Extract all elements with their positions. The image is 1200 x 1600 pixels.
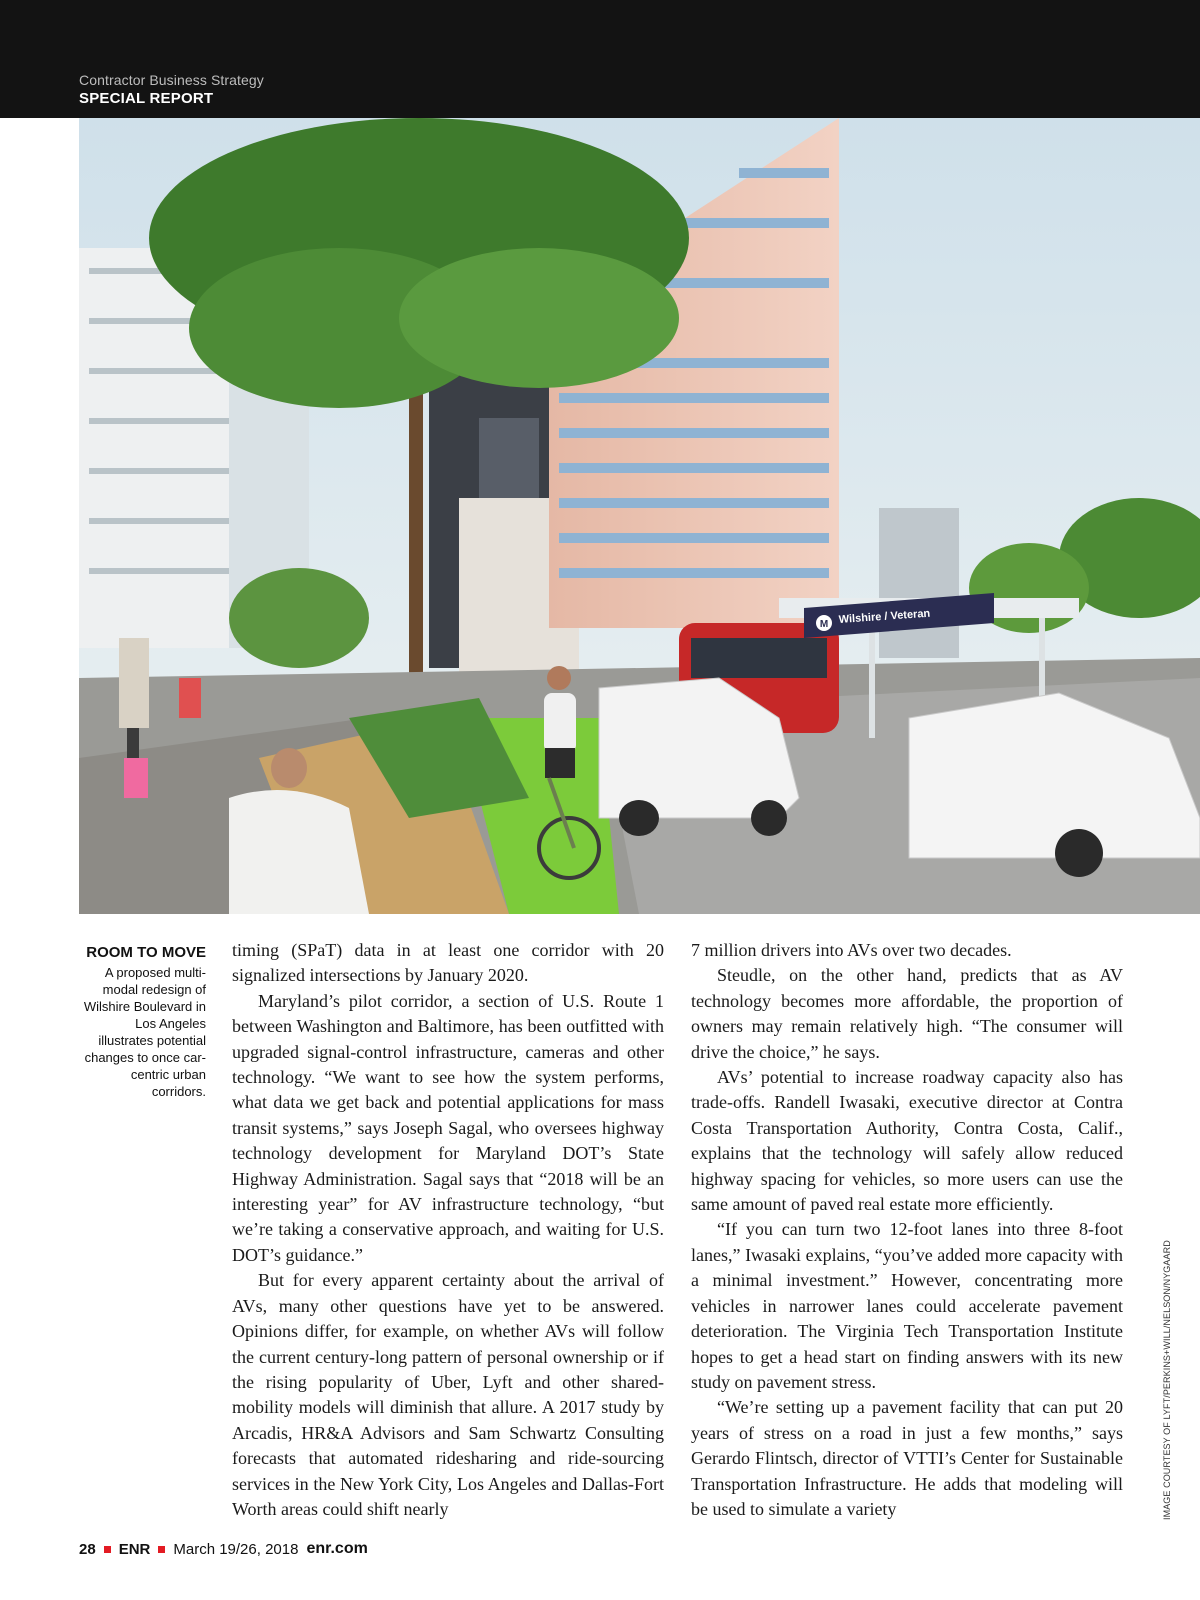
- website-link[interactable]: enr.com: [306, 1540, 368, 1557]
- station-sign: Wilshire / Veteran: [838, 607, 931, 626]
- photo-caption: [79, 944, 206, 1100]
- article-column-2: [691, 938, 1123, 1522]
- paragraph: “We’re setting up a pavement facility that can put 20 years of stress on a road in just a few months,” says Gerardo Flintsch, director of VTTI’s Center for Sustainable Transportation Infrastructure. He adds that modeling will be used to simulate a variety: [691, 1397, 1123, 1519]
- paragraph: timing (SPaT) data in at least one corridor with 20 signalized intersections by January 2020.: [232, 940, 664, 986]
- paragraph: Maryland’s pilot corridor, a section of U.S. Route 1 between Washington and Baltimore, has been outfitted with upgraded signal-control infrastructure, cameras and other technology. “We want to see how the system performs, what data we get back and potential applications for mass transit systems,” says Joseph Sagal, who oversees highway technology development for Maryland DOT’s State Highway Administration. Sagal says that “2018 will be an interesting year” for AV infrastructure technology, “but we’re taking a conservative approach, and waiting for U.S. DOT’s guidance.”: [232, 990, 664, 1265]
- publication-name: ENR: [118, 1540, 151, 1558]
- paragraph: But for every apparent certainty about the arrival of AVs, many other questions have yet to be answered. Opinions differ, for example, on whether AVs will follow the current century-long pattern of personal ownership or if the rising popularity of Uber, Lyft and other shared-mobility models will diminish that allure. A 2017 study by Arcadis, HR&A Advisors and Sam Schwartz Consulting forecasts that automated ridesharing and ride-sourcing services in the New York City, Los Angeles and Dallas-Fort Worth areas could shift nearly: [232, 1270, 664, 1519]
- separator-square-icon: [158, 1546, 165, 1553]
- separator-square-icon: [104, 1546, 111, 1553]
- section-label: SPECIAL REPORT: [79, 90, 214, 107]
- caption-body: A proposed multi-modal redesign of Wilshire Boulevard in Los Angeles illustrates potential changes to once car-centric urban corridors.: [83, 965, 206, 1099]
- hero-illustration: [79, 118, 1200, 914]
- paragraph: Steudle, on the other hand, predicts that as AV technology becomes more affordable, the proportion of owners may remain relatively high. “The consumer will drive the choice,” he says.: [691, 965, 1123, 1062]
- paragraph: “If you can turn two 12-foot lanes into three 8-foot lanes,” Iwasaki explains, “you’ve added more capacity with a minimal investment.” However, concentrating more vehicles in narrower lanes could accelerate pavement deterioration. The Virginia Tech Transportation Institute hopes to get a head start on finding answers with its new study on pavement stress.: [691, 1219, 1123, 1392]
- header-kicker: Contractor Business Strategy: [79, 72, 264, 88]
- caption-headline: ROOM TO MOVE: [86, 944, 206, 961]
- page-footer: [79, 1540, 368, 1558]
- paragraph: AVs’ potential to increase roadway capacity also has trade-offs. Randell Iwasaki, executive director at Contra Costa Transportation Authority, Contra Costa, Calif., explains that the technology will safely allow reduced highway spacing for vehicles, so more users can use the same amount of paved real estate more efficiently.: [691, 1067, 1123, 1215]
- station-badge: M: [819, 619, 829, 630]
- image-credit: IMAGE COURTESY OF LYFT/PERKINS+WILL/NELSON/NYGAARD: [1162, 1240, 1172, 1520]
- page-number: 28: [79, 1540, 96, 1558]
- article-column-1: [232, 938, 664, 1522]
- paragraph: 7 million drivers into AVs over two decades.: [691, 940, 1012, 960]
- issue-date: March 19/26, 2018: [173, 1540, 299, 1558]
